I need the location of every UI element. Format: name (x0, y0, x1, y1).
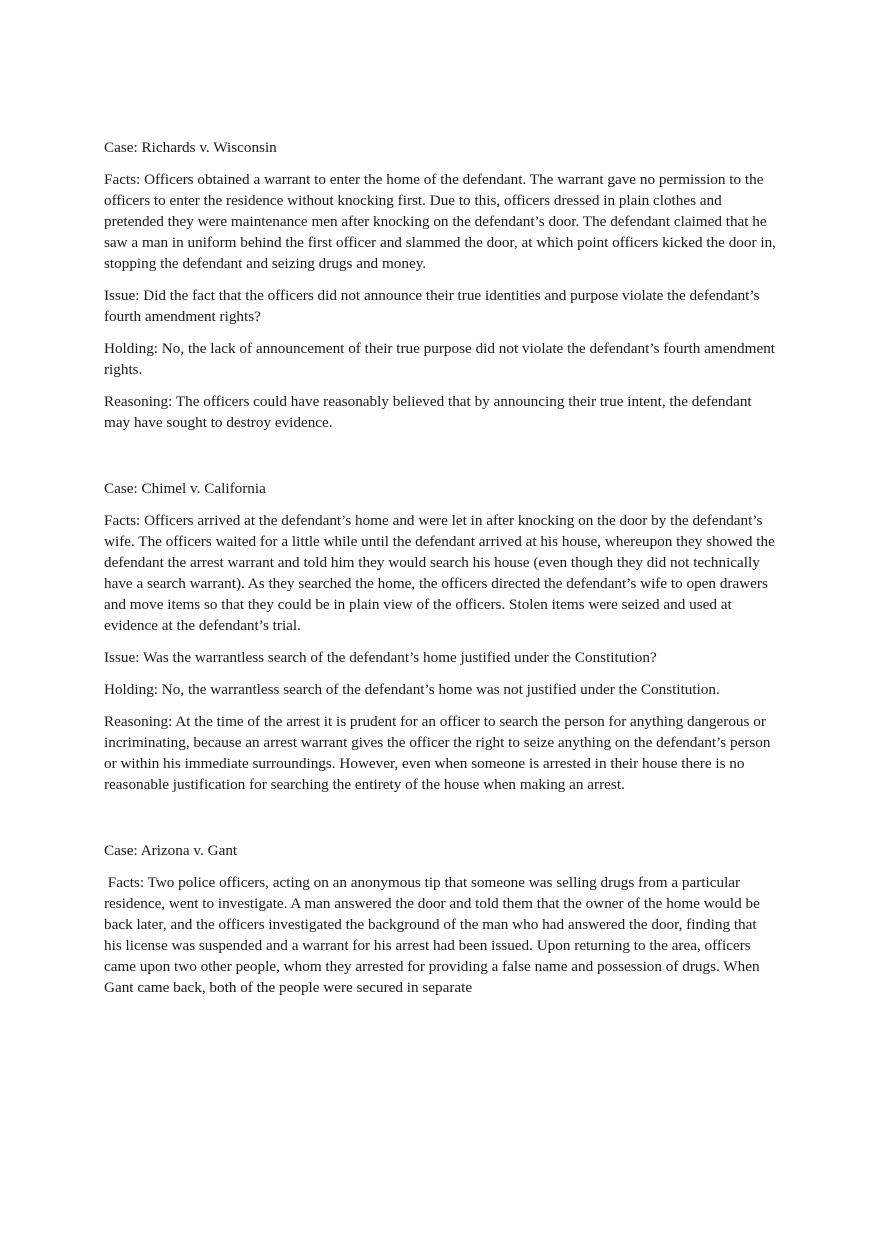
case-holding: Holding: No, the lack of announcement of their true purpose did not violate the defendant’s fourth amendment rights. (104, 340, 776, 378)
case-facts: Facts: Officers obtained a warrant to enter the home of the defendant. The warrant gave no permission to the officers to enter the residence without knocking first. Due to this, officers dressed in plain clothes and pretended they were maintenance men after knocking on the defendant’s door. The defendant claimed that he saw a man in uniform behind the first officer and slammed the door, at which point officers kicked the door in, stopping the defendant and seizing drugs and money. (104, 171, 776, 272)
section-spacer (104, 444, 776, 478)
case-gant (104, 840, 776, 998)
case-facts: Facts: Officers arrived at the defendant’s home and were let in after knocking on the door by the defendant’s wife. The officers waited for a little while until the defendant arrived at his house, whereupon they showed the defendant the arrest warrant and told him they would search his house (even though they did not technically have a search warrant). As they searched the home, the officers directed the defendant’s wife to open drawers and move items so that they could be in plain view of the officers. Stolen items were seized and used at evidence at the defendant’s trial. (104, 512, 775, 634)
case-title: Case: Richards v. Wisconsin (104, 139, 277, 156)
section-spacer (104, 806, 776, 840)
case-facts: Facts: Two police officers, acting on an anonymous tip that someone was selling drugs from a particular residence, went to investigate. A man answered the door and told them that the owner of the home would be back later, and the officers investigated the background of the man who had answered the door, finding that his license was suspended and a warrant for his arrest had been issued. Upon returning to the area, officers came upon two other people, whom they arrested for providing a false name and possession of drugs. When Gant came back, both of the people were secured in separate (104, 874, 764, 996)
document-page (104, 137, 776, 1009)
case-reasoning: Reasoning: At the time of the arrest it is prudent for an officer to search the person for anything dangerous or incriminating, because an arrest warrant gives the officer the right to seize anything on the defendant’s person or within his immediate surroundings. However, even when someone is arrested in their house there is no reasonable justification for searching the entirety of the house when making an arrest. (104, 713, 771, 793)
case-title: Case: Chimel v. California (104, 480, 266, 497)
case-issue: Issue: Was the warrantless search of the defendant’s home justified under the Constitution? (104, 649, 657, 666)
case-issue: Issue: Did the fact that the officers did not announce their true identities and purpose violate the defendant’s fourth amendment rights? (104, 287, 760, 325)
case-richards (104, 137, 776, 433)
case-holding: Holding: No, the warrantless search of the defendant’s home was not justified under the Constitution. (104, 681, 720, 698)
case-title: Case: Arizona v. Gant (104, 842, 238, 859)
case-chimel (104, 478, 776, 795)
case-reasoning: Reasoning: The officers could have reasonably believed that by announcing their true intent, the defendant may have sought to destroy evidence. (104, 393, 752, 431)
